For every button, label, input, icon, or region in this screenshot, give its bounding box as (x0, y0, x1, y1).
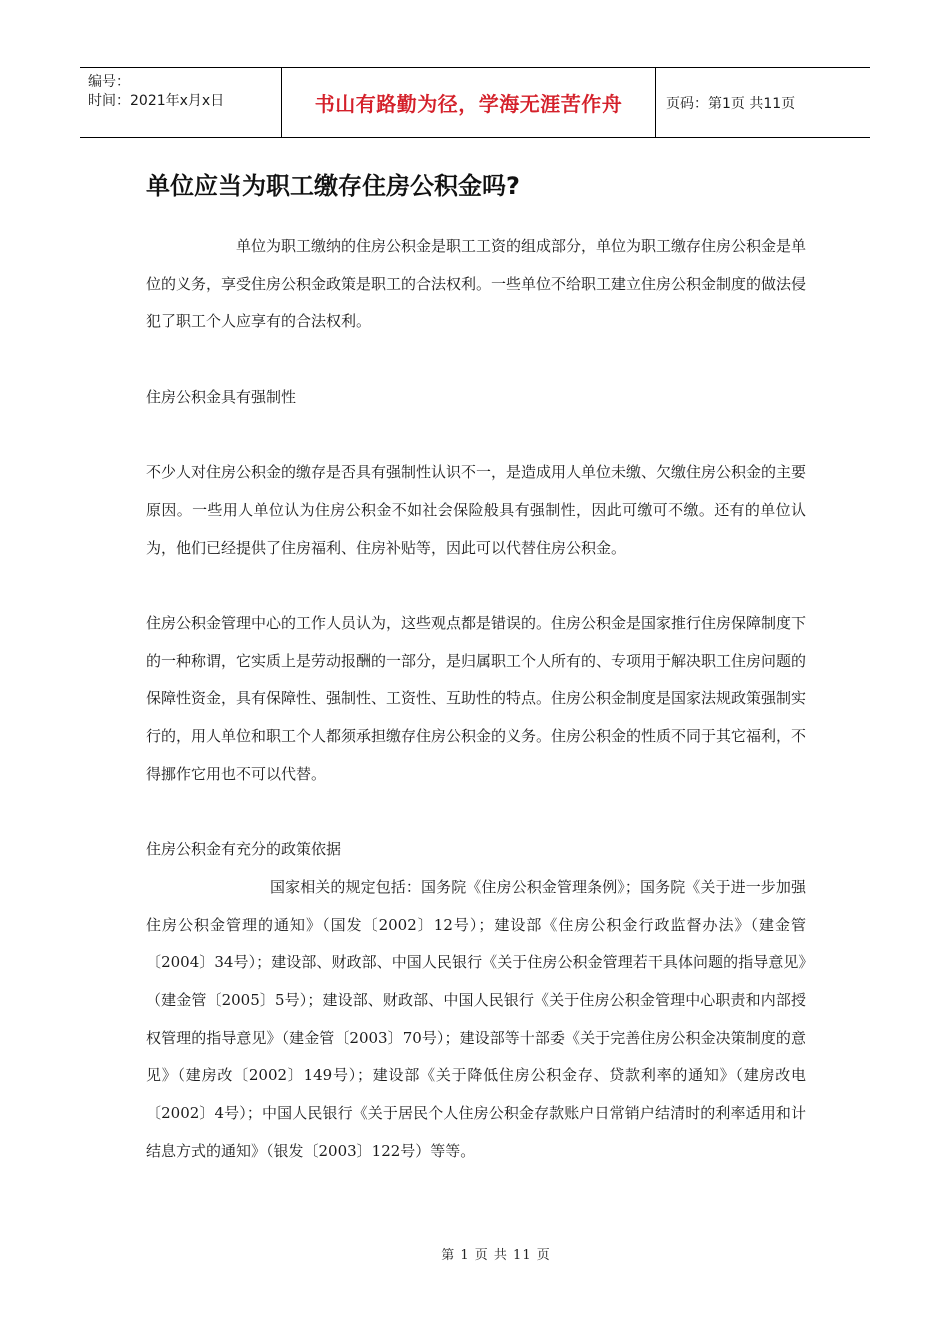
page-footer (0, 1244, 950, 1263)
serial-label: 编号： (88, 74, 130, 90)
time-label: 时间：2021年x月x日 (88, 93, 225, 109)
document-body (146, 228, 806, 1171)
footer-page-number: 第 1 页 共 11 页 (441, 1248, 551, 1263)
paragraph-regulations: 国家相关的规定包括：国务院《住房公积金管理条例》；国务院《关于进一步加强住房公积金管理的通知》（国发〔2002〕12号）；建设部《住房公积金行政监督办法》（建金管〔2004〕34号）；建设部、财政部、中国人民银行《关于住房公积金管理若干具体问题的指导意见》（建金管〔2005〕5号）；建设部、财政部、中国人民银行《关于住房公积金管理中心职责和内部授权管理的指导意见》（建金管〔2003〕70号）；建设部等十部委《关于完善住房公积金决策制度的意见》（建房改〔2002〕149号）；建设部《关于降低住房公积金存、贷款利率的通知》（建房改电〔2002〕4号）；中国人民银行《关于居民个人住房公积金存款账户日常销户结清时的利率适用和计结息方式的通知》（银发〔2003〕122号）等等。 (146, 877, 806, 1160)
header-motto: 书山有路勤为径，学海无涯苦作舟 (282, 68, 656, 137)
paragraph-center-view: 住房公积金管理中心的工作人员认为，这些观点都是错误的。住房公积金是国家推行住房保障制度下的一种称谓，它实质上是劳动报酬的一部分，是归属职工个人所有的、专项用于解决职工住房问题的保障性资金，具有保障性、强制性、工资性、互助性的特点。住房公积金制度是国家法规政策强制实行的，用人单位和职工个人都须承担缴存住房公积金的义务。住房公积金的性质不同于其它福利，不得挪作它用也不可以代替。 (146, 613, 807, 783)
paragraph-misconceptions: 不少人对住房公积金的缴存是否具有强制性认识不一，是造成用人单位未缴、欠缴住房公积金的主要原因。一些用人单位认为住房公积金不如社会保险般具有强制性，因此可缴可不缴。还有的单位认为，他们已经提供了住房福利、住房补贴等，因此可以代替住房公积金。 (146, 463, 807, 557)
page-header (80, 67, 870, 138)
section-heading-policy: 住房公积金有充分的政策依据 (146, 840, 342, 859)
paragraph-intro: 单位为职工缴纳的住房公积金是职工工资的组成部分，单位为职工缴存住房公积金是单位的义务，享受住房公积金政策是职工的合法权利。一些单位不给职工建立住房公积金制度的做法侵犯了职工个人应享有的合法权利。 (146, 237, 807, 331)
header-meta (80, 68, 282, 137)
header-page-info: 页码：第1页 共11页 (666, 95, 796, 112)
document-title: 单位应当为职工缴存住房公积金吗? (146, 172, 520, 200)
section-heading-mandatory: 住房公积金具有强制性 (146, 387, 297, 406)
